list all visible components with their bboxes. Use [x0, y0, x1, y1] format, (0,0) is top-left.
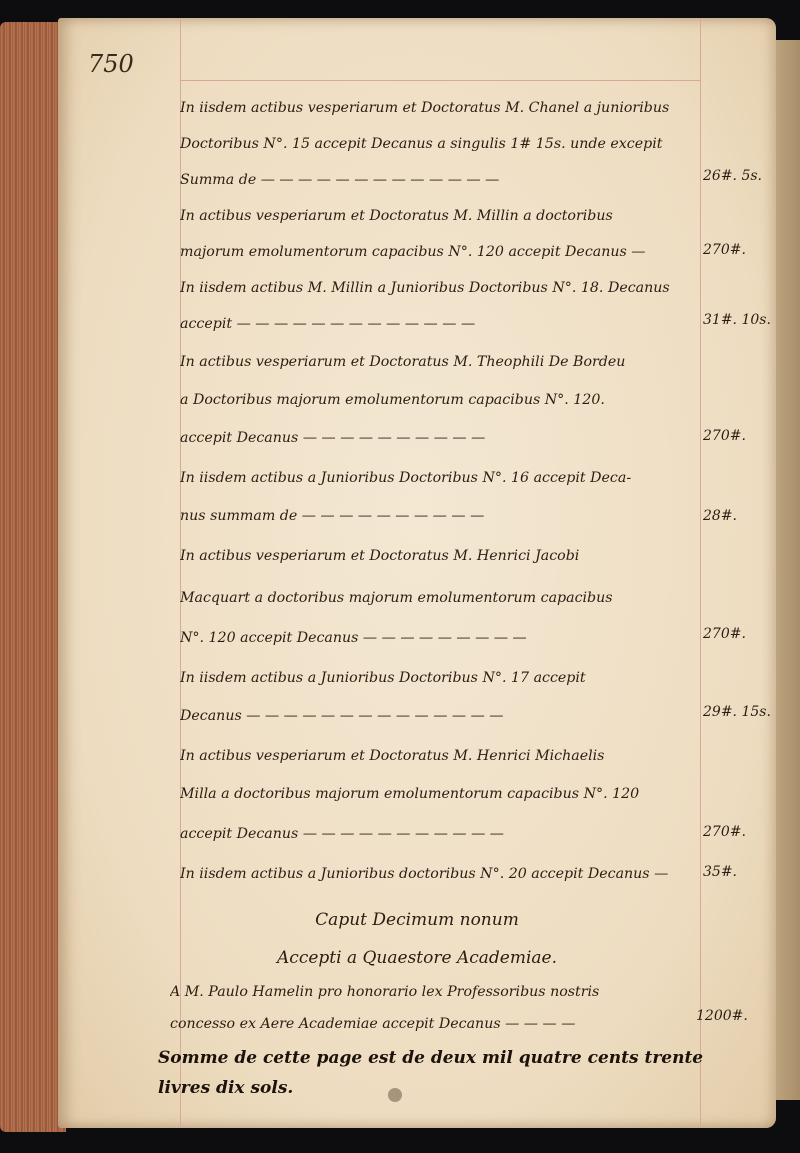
entry-line: accepit Decanus — — — — — — — — — — —: [180, 826, 504, 842]
entry-line: In iisdem actibus a Junioribus doctoribus N°. 20 accepit Decanus —: [180, 866, 669, 882]
entry-amount: 35#.: [703, 864, 737, 880]
entry-line: In actibus vesperiarum et Doctoratus M. Henrici Michaelis: [180, 748, 605, 764]
page-number: 750: [88, 50, 134, 78]
entry-line: Macquart a doctoribus majorum emolumentorum capacibus: [180, 590, 613, 606]
entry-line: nus summam de — — — — — — — — — —: [180, 508, 485, 524]
entry-amount: 270#.: [703, 824, 746, 840]
ink-stain: [388, 1088, 402, 1102]
book-page-edges: [0, 22, 66, 1132]
entry-line: A M. Paulo Hamelin pro honorario lex Professoribus nostris: [170, 984, 600, 1000]
top-rule: [180, 80, 700, 81]
entry-amount: 1200#.: [696, 1008, 748, 1024]
entry-line: Doctoribus N°. 15 accepit Decanus a singulis 1# 15s. unde excepit: [180, 136, 663, 152]
entry-line: concesso ex Aere Academiae accepit Decanus — — — —: [170, 1016, 576, 1032]
chapter-heading: Caput Decimum nonum: [315, 910, 519, 930]
entry-line: accepit Decanus — — — — — — — — — —: [180, 430, 486, 446]
entry-line: majorum emolumentorum capacibus N°. 120 accepit Decanus —: [180, 244, 646, 260]
entry-amount: 26#. 5s.: [703, 168, 762, 184]
entry-line: Decanus — — — — — — — — — — — — — —: [180, 708, 504, 724]
entry-line: accepit — — — — — — — — — — — — —: [180, 316, 476, 332]
entry-line: In iisdem actibus a Junioribus Doctoribus N°. 17 accepit: [180, 670, 586, 686]
entry-line: Summa de — — — — — — — — — — — — —: [180, 172, 500, 188]
entry-amount: 29#. 15s.: [703, 704, 771, 720]
entry-amount: 270#.: [703, 428, 746, 444]
manuscript-page: [58, 18, 776, 1128]
entry-line: a Doctoribus majorum emolumentorum capacibus N°. 120.: [180, 392, 605, 408]
section-heading: Accepti a Quaestore Academiae.: [277, 948, 557, 968]
entry-line: In iisdem actibus vesperiarum et Doctoratus M. Chanel a junioribus: [180, 100, 670, 116]
page-total-note: Somme de cette page est de deux mil quatre cents trente: [158, 1048, 704, 1068]
entry-line: In iisdem actibus a Junioribus Doctoribus N°. 16 accepit Deca-: [180, 470, 632, 486]
entry-line: In actibus vesperiarum et Doctoratus M. Millin a doctoribus: [180, 208, 613, 224]
entry-line: In actibus vesperiarum et Doctoratus M. Theophili De Bordeu: [180, 354, 626, 370]
entry-amount: 31#. 10s.: [703, 312, 771, 328]
entry-amount: 28#.: [703, 508, 737, 524]
page-total-note: livres dix sols.: [158, 1078, 294, 1098]
entry-line: In actibus vesperiarum et Doctoratus M. Henrici Jacobi: [180, 548, 580, 564]
entry-line: Milla a doctoribus majorum emolumentorum capacibus N°. 120: [180, 786, 640, 802]
entry-line: N°. 120 accepit Decanus — — — — — — — — —: [180, 630, 527, 646]
entry-line: In iisdem actibus M. Millin a Junioribus Doctoribus N°. 18. Decanus: [180, 280, 670, 296]
entry-amount: 270#.: [703, 626, 746, 642]
entry-amount: 270#.: [703, 242, 746, 258]
